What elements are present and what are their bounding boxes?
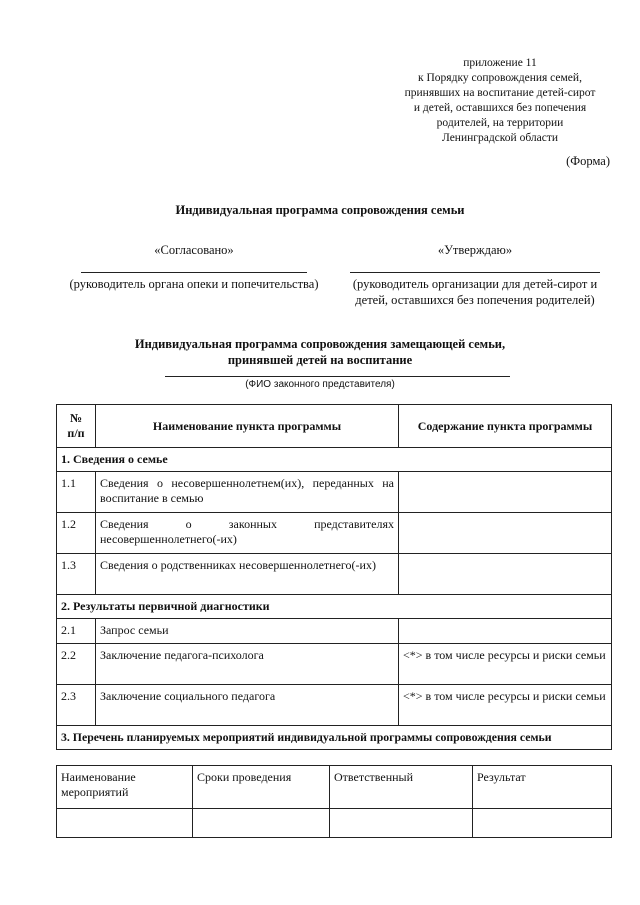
row-num: 1.1 xyxy=(57,472,96,513)
row-content[interactable]: <*> в том числе ресурсы и риски семьи xyxy=(399,644,612,685)
annex-block xyxy=(390,56,610,146)
annex-line: к Порядку сопровождения семей, xyxy=(418,72,582,84)
table-row xyxy=(57,619,612,644)
row-name: Сведения о родственниках несовершеннолетнего(-их) xyxy=(96,554,399,595)
table-row xyxy=(57,644,612,685)
program-table xyxy=(56,404,612,750)
annex-line: родителей, на территории xyxy=(436,117,564,129)
plan-header-activity: Наименование мероприятий xyxy=(57,766,193,809)
row-content[interactable] xyxy=(399,513,612,554)
plan-cell[interactable] xyxy=(330,809,473,838)
sub-title-line: принявшей детей на воспитание xyxy=(227,353,413,367)
agreed-label: «Согласовано» xyxy=(154,243,234,257)
approved-caption-line: (руководитель организации для детей-сирот и xyxy=(352,277,598,291)
row-name: Заключение педагога-психолога xyxy=(96,644,399,685)
annex-line: Ленинградской области xyxy=(441,132,559,144)
sub-title-line: Индивидуальная программа сопровождения замещающей семьи, xyxy=(134,337,506,351)
section-title: 3. Перечень планируемых мероприятий индивидуальной программы сопровождения семьи xyxy=(57,726,612,750)
row-num: 2.3 xyxy=(57,685,96,726)
header-num-line: п/п xyxy=(67,426,85,440)
table-row xyxy=(57,472,612,513)
header-name: Наименование пункта программы xyxy=(96,405,399,448)
table-row xyxy=(57,554,612,595)
approved-signature-line xyxy=(350,272,600,273)
plan-cell[interactable] xyxy=(193,809,330,838)
plan-header-row xyxy=(57,766,612,809)
row-content[interactable] xyxy=(399,472,612,513)
row-name: Заключение социального педагога xyxy=(96,685,399,726)
row-content[interactable] xyxy=(399,619,612,644)
agreed-signature-line xyxy=(81,272,307,273)
section-row xyxy=(57,448,612,472)
row-name: Сведения о законных представителях несовершеннолетнего(-их) xyxy=(96,513,399,554)
fio-caption: (ФИО законного представителя) xyxy=(245,379,395,390)
row-num: 2.2 xyxy=(57,644,96,685)
agreed-caption: (руководитель органа опеки и попечительства) xyxy=(69,277,319,291)
row-content[interactable] xyxy=(399,554,612,595)
table-header-row xyxy=(57,405,612,448)
plan-row xyxy=(57,809,612,838)
header-num-line: № xyxy=(69,411,83,425)
table-row xyxy=(57,685,612,726)
row-name: Запрос семьи xyxy=(96,619,399,644)
section-row xyxy=(57,726,612,750)
row-name: Сведения о несовершеннолетнем(их), переданных на воспитание в семью xyxy=(96,472,399,513)
fio-signature-line xyxy=(165,376,510,377)
approved-label: «Утверждаю» xyxy=(437,243,513,257)
plan-cell[interactable] xyxy=(473,809,612,838)
plan-header-result: Результат xyxy=(473,766,612,809)
approved-caption-line: детей, оставшихся без попечения родителей) xyxy=(355,293,595,307)
agreed-block xyxy=(58,243,330,292)
section-title: 1. Сведения о семье xyxy=(57,448,612,472)
row-num: 1.3 xyxy=(57,554,96,595)
form-label: (Форма) xyxy=(566,154,610,168)
main-title: Индивидуальная программа сопровождения семьи xyxy=(175,203,465,217)
plan-header-responsible: Ответственный xyxy=(330,766,473,809)
section-row xyxy=(57,595,612,619)
annex-line: принявших на воспитание детей-сирот xyxy=(404,87,596,99)
table-row xyxy=(57,513,612,554)
plan-cell[interactable] xyxy=(57,809,193,838)
annex-line: приложение 11 xyxy=(463,57,537,69)
plan-header-dates: Сроки проведения xyxy=(193,766,330,809)
header-content: Содержание пункта программы xyxy=(399,405,612,448)
plan-table xyxy=(56,765,612,838)
approved-block xyxy=(342,243,608,308)
row-num: 2.1 xyxy=(57,619,96,644)
row-content[interactable]: <*> в том числе ресурсы и риски семьи xyxy=(399,685,612,726)
approved-caption xyxy=(342,276,608,308)
row-num: 1.2 xyxy=(57,513,96,554)
annex-line: и детей, оставшихся без попечения xyxy=(413,102,587,114)
section-title: 2. Результаты первичной диагностики xyxy=(57,595,612,619)
sub-title xyxy=(0,336,640,368)
header-num xyxy=(57,405,96,448)
